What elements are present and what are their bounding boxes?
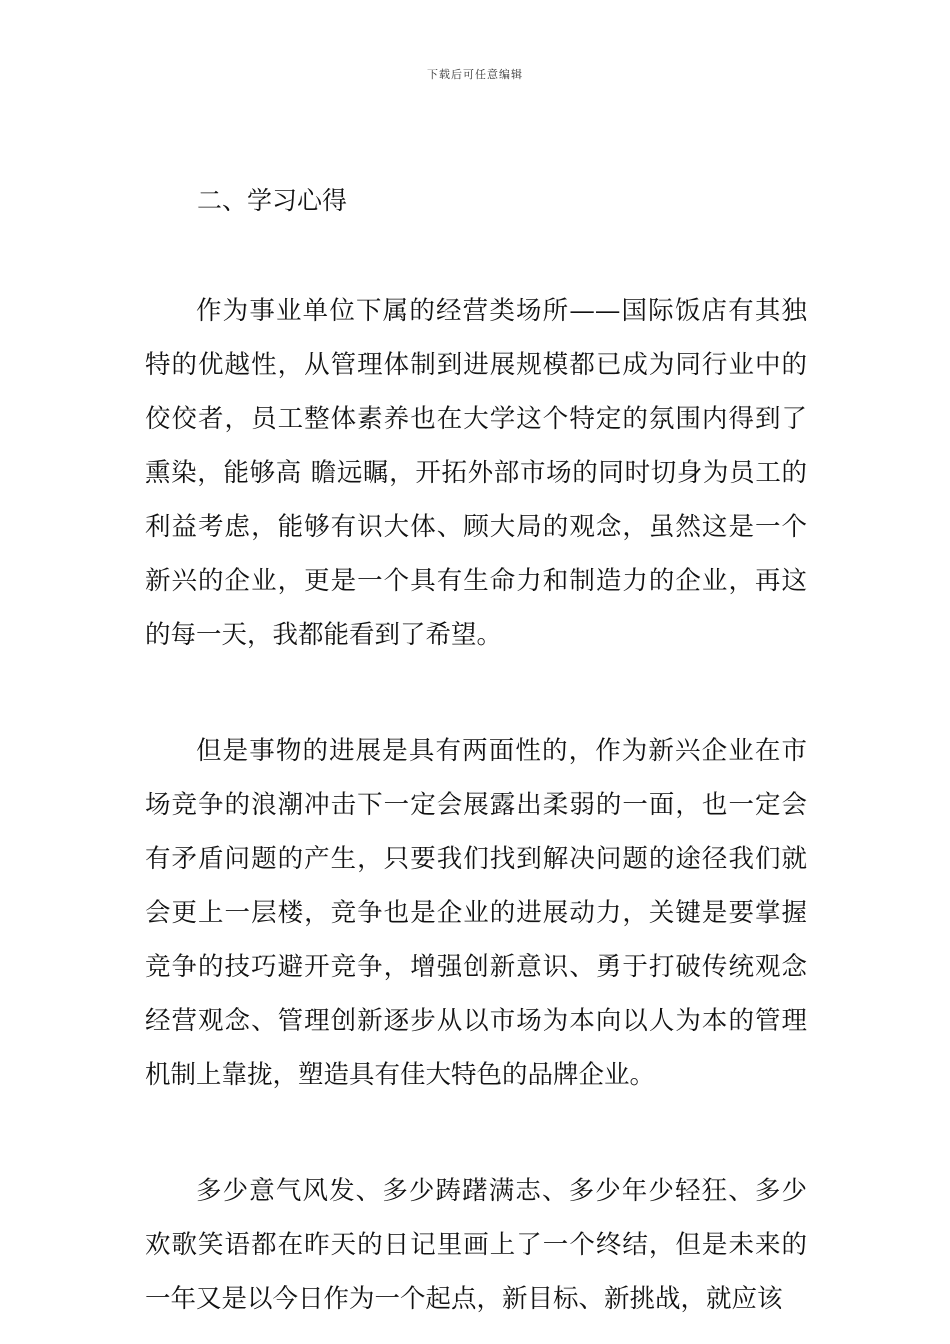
paragraph-2: 但是事物的进展是具有两面性的，作为新兴企业在市场竞争的浪潮冲击下一定会展露出柔弱的一面，也一定会有矛盾问题的产生，只要我们找到解决问题的途径我们就会更上一层楼，竞争也是企业的进展动力，关键是要掌握竞争的技巧避开竞争，增强创新意识、勇于打破传统观念经营观念、管理创新逐步从以市场为本向以人为本的管理机制上靠拢，塑造具有佳大特色的品牌企业。 — [145, 736, 807, 1090]
page-header-note: 下载后可任意编辑 — [427, 68, 523, 81]
section-title: 二、学习心得 — [197, 186, 348, 215]
paragraph-1: 作为事业单位下属的经营类场所——国际饭店有其独特的优越性，从管理体制到进展规模都已成为同行业中的佼佼者，员工整体素养也在大学这个特定的氛围内得到了熏染，能够高 瞻远瞩，开拓外部市场的同时切身为员工的利益考虑，能够有识大体、顾大局的观念，虽然这是一个新兴的企业，更是一个具有生命力和制造力的企业，再这的每一天，我都能看到了希望。 — [145, 296, 807, 650]
document-body — [145, 178, 807, 1326]
paragraph-3: 多少意气风发、多少踌躇满志、多少年少轻狂、多少欢歌笑语都在昨天的日记里画上了一个终结，但是未来的一年又是以今日作为一个起点，新目标、新挑战，就应该 — [145, 1176, 807, 1314]
